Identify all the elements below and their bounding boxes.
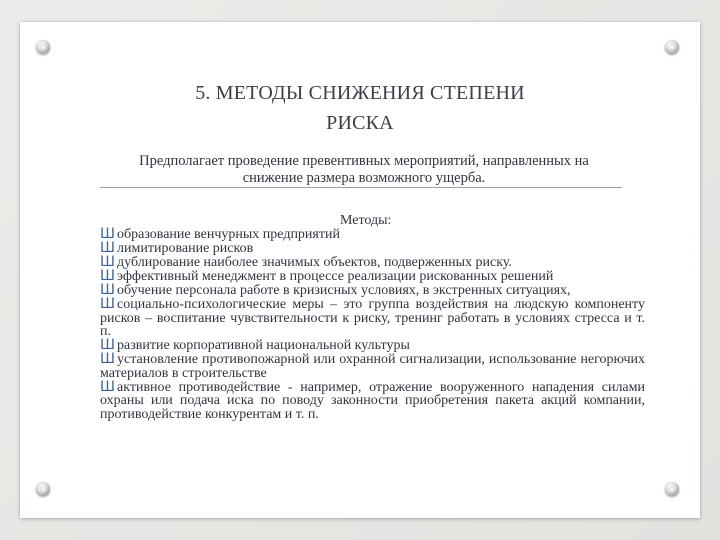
bullet-icon: Ш [100,226,115,242]
pushpin-icon [36,482,50,496]
list-item [100,295,645,340]
list-item-text: дублирование наиболее значимых объектов, подверженных риску. [117,254,512,270]
list-item [100,378,645,422]
pushpin-icon [665,40,679,54]
list-item-text: установление противопожарной или охранной сигнализации, использование негорючих материалов в строительстве [100,352,645,381]
list-item-text: социально-психологические меры – это группа воздействия на людскую компоненту рисков – воспитание чувствительности к риску, тренинг работать в условиях стресса и т. п. [100,296,645,340]
divider-line [100,187,622,188]
list-item [100,239,645,256]
slide-title [60,78,660,138]
list-item [100,353,645,380]
list-item-text: образование венчурных предприятий [117,227,340,242]
subtitle-line-1: Предполагает проведение превентивных мероприятий, направленных на [139,153,589,169]
list-item [100,281,645,298]
bullet-icon: Ш [100,267,115,284]
list-item-text: лимитирование рисков [117,240,254,256]
list-item [100,253,645,270]
methods-list [100,228,645,422]
bullet-icon: Ш [100,295,115,312]
bullet-icon: Ш [100,239,115,256]
list-item-text: активное противодействие - например, отражение вооруженного нападения силами охраны или подача иска по поводу законности приобретения пакета акций компании, противодействие конкурентам и т. п. [100,379,645,422]
bullet-icon: Ш [100,378,115,395]
pushpin-icon [36,40,50,54]
bullet-icon: Ш [100,281,115,298]
methods-label: Методы: [340,213,392,228]
title-line-1: 5. МЕТОДЫ СНИЖЕНИЯ СТЕПЕНИ [195,82,525,104]
list-item-text: эффективный менеджмент в процессе реализации рискованных решений [117,268,554,284]
subtitle-line-2: снижение размера возможного ущерба. [242,170,486,186]
bullet-icon: Ш [100,253,115,270]
list-item-text: развитие корпоративной национальной культуры [117,338,410,354]
slide-subtitle [104,153,624,187]
list-item-text: обучение персонала работе в кризисных условиях, в экстренных ситуациях, [117,282,571,298]
list-item [100,267,645,284]
list-item [100,228,645,242]
pushpin-icon [665,482,679,496]
list-item [100,339,645,353]
title-line-2: РИСКА [326,112,394,134]
bullet-icon: Ш [100,337,115,354]
bullet-icon: Ш [100,351,115,368]
